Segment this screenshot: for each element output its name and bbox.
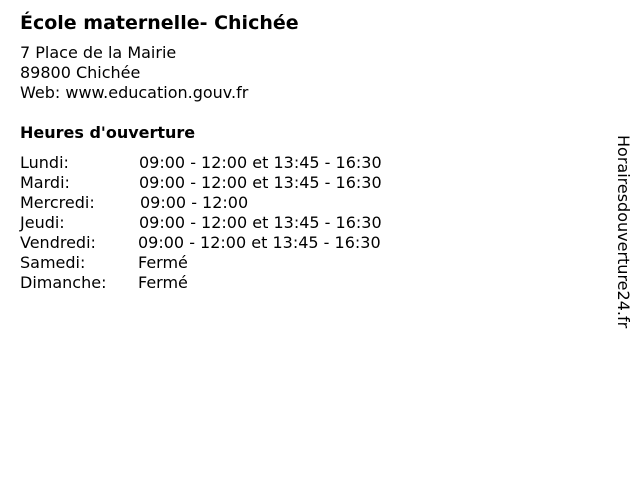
day-hours: 09:00 - 12:00 et 13:45 - 16:30 [139, 173, 382, 192]
day-hours: 09:00 - 12:00 et 13:45 - 16:30 [139, 153, 382, 172]
day-hours: 09:00 - 12:00 et 13:45 - 16:30 [139, 213, 382, 232]
site-watermark-text: Horairesdouverture24.fr [614, 135, 633, 329]
day-hours: Fermé [138, 273, 188, 292]
day-label: Dimanche: [20, 273, 107, 292]
address-city: 89800 Chichée [20, 63, 141, 82]
day-label: Mardi: [20, 173, 70, 192]
day-label: Jeudi: [20, 213, 65, 232]
day-label: Samedi: [20, 253, 86, 272]
day-label: Lundi: [20, 153, 69, 172]
address-street: 7 Place de la Mairie [20, 43, 177, 62]
day-hours: Fermé [138, 253, 188, 272]
day-hours: 09:00 - 12:00 et 13:45 - 16:30 [138, 233, 381, 252]
website-text: Web: www.education.gouv.fr [20, 83, 249, 102]
day-label: Vendredi: [20, 233, 96, 252]
page-title: École maternelle- Chichée [20, 12, 299, 34]
day-hours: 09:00 - 12:00 [140, 193, 249, 212]
address-block [20, 43, 248, 103]
opening-hours-heading: Heures d'ouverture [20, 123, 196, 142]
day-label: Mercredi: [20, 193, 95, 212]
site-watermark [611, 135, 635, 375]
